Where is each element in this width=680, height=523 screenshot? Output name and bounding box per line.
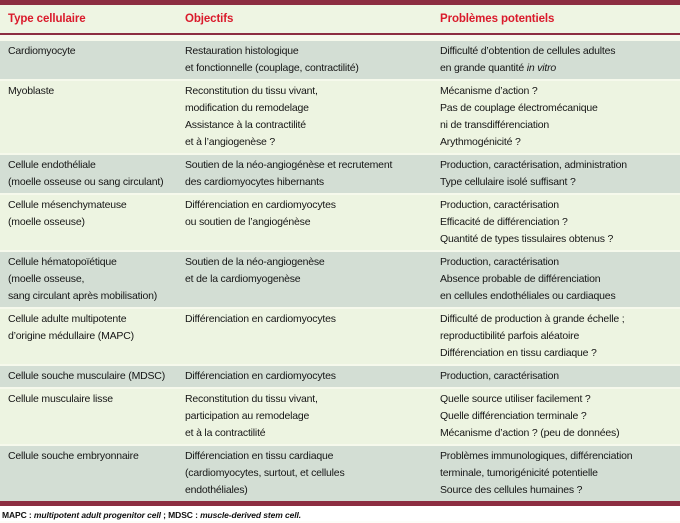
cell-type [0,43,185,77]
cell-line: et de la cardiomyogenèse [185,273,301,285]
cell-line: Quantité de types tissulaires obtenus ? [440,233,614,245]
cell-line: Arythmogénicité ? [440,136,521,148]
cell-line: Pas de couplage électromécanique [440,102,598,114]
cell-line: (moelle osseuse, [8,273,85,285]
cell-line: (cardiomyocytes, surtout, et cellules [185,467,345,479]
cell-type [0,157,185,191]
cell-problems [440,254,680,305]
cell-line: sang circulant après mobilisation) [8,290,158,302]
cell-problems [440,83,680,151]
cell-problems [440,197,680,248]
cell-line: Cardiomyocyte [8,45,76,57]
cell-type [0,448,185,499]
cell-objectives [185,311,440,362]
table-row-cellule-mesenchymateuse [0,195,680,250]
cell-line: Mécanisme d’action ? (peu de données) [440,427,620,439]
table-row-cellule-musculaire-lisse [0,389,680,444]
cell-line: Différenciation en cardiomyocytes [185,370,336,382]
cell-type [0,391,185,442]
cell-line: Efficacité de différenciation ? [440,216,568,228]
cell-line: Différenciation en cardiomyocytes [185,313,336,325]
cell-line: Cellule hématopoïétique [8,256,117,268]
cell-line: des cardiomyocytes hibernants [185,176,324,188]
cell-line: Restauration histologique [185,45,299,57]
cell-line: Production, caractérisation, administration [440,159,627,171]
cell-line: Cellule souche musculaire (MDSC) [8,370,165,382]
footnote-term-mapc: multipotent adult progenitor cell [33,510,161,520]
cell-problems [440,448,680,499]
cell-line: Différenciation en tissu cardiaque ? [440,347,597,359]
footnote-abbr-mapc: MAPC : [2,510,34,520]
cell-line: Quelle source utiliser facilement ? [440,393,591,405]
cell-problems [440,43,680,77]
cell-line: Cellule adulte multipotente [8,313,127,325]
cell-line: modification du remodelage [185,102,309,114]
cell-line: Production, caractérisation [440,256,559,268]
table-header-row [0,5,680,35]
table-row-cellule-endotheliale [0,155,680,193]
table-row-cellule-hematopoietique [0,252,680,307]
table-body [0,35,680,501]
cell-line: Quelle différenciation terminale ? [440,410,587,422]
table-row-cellule-adulte-multipotente [0,309,680,364]
cell-line: Assistance à la contractilité [185,119,306,131]
cell-line: Source des cellules humaines ? [440,484,583,496]
cell-type [0,83,185,151]
cell-objectives [185,83,440,151]
cell-line: Difficulté d’obtention de cellules adultes [440,45,616,57]
cell-problems [440,311,680,362]
cell-line: Mécanisme d’action ? [440,85,538,97]
cell-line: endothéliales) [185,484,248,496]
cell-line: reproductibilité parfois aléatoire [440,330,580,342]
cell-line: ou soutien de l’angiogénèse [185,216,311,228]
cell-objectives [185,254,440,305]
cell-line: Problèmes immunologiques, différenciation [440,450,633,462]
table-row-cellule-souche-musculaire [0,366,680,387]
cell-problems [440,157,680,191]
column-header-problemes-potentiels: Problèmes potentiels [440,13,555,25]
cell-line: et à l’angiogenèse ? [185,136,275,148]
footnote-abbr-mdsc: ; MDSC : [160,510,201,520]
footnote-term-mdsc: muscle-derived stem cell. [200,510,302,520]
column-header-objectifs: Objectifs [185,13,234,25]
cell-line: participation au remodelage [185,410,310,422]
cell-line: Reconstitution du tissu vivant, [185,85,318,97]
cell-line: Production, caractérisation [440,199,559,211]
column-header-type-cellulaire: Type cellulaire [8,13,86,25]
cell-objectives [185,368,440,385]
cell-type [0,311,185,362]
cell-line: Type cellulaire isolé suffisant ? [440,176,576,188]
cell-problems [440,368,680,385]
cell-line: d’origine médullaire (MAPC) [8,330,134,342]
cell-line: en cellules endothéliales ou cardiaques [440,290,616,302]
cell-line: Soutien de la néo-angiogénèse et recrutement [185,159,393,171]
cell-objectives [185,391,440,442]
cell-objectives [185,448,440,499]
cell-line: (moelle osseuse) [8,216,85,228]
cell-line: Cellule mésenchymateuse [8,199,127,211]
cell-line: (moelle osseuse ou sang circulant) [8,176,164,188]
cell-line: Production, caractérisation [440,370,559,382]
cell-line: Difficulté de production à grande échelle ; [440,313,625,325]
cell-line: Cellule endothéliale [8,159,96,171]
table-row-cardiomyocyte [0,41,680,79]
cell-line: Absence probable de différenciation [440,273,601,285]
cell-line: ni de transdifférenciation [440,119,550,131]
cell-line-text: en grande quantité [440,62,527,74]
cell-problems [440,391,680,442]
cell-line: Cellule musculaire lisse [8,393,113,405]
cell-line: et fonctionnelle (couplage, contractilité) [185,62,359,74]
table-row-myoblaste [0,81,680,153]
cell-type [0,368,185,385]
cell-line: Soutien de la néo-angiogenèse [185,256,325,268]
cell-objectives [185,43,440,77]
cell-type [0,197,185,248]
cell-line: Reconstitution du tissu vivant, [185,393,318,405]
table-footnote [0,506,680,521]
cell-objectives [185,197,440,248]
latin-term: in vitro [526,62,557,74]
cell-line: Différenciation en cardiomyocytes [185,199,336,211]
cell-line: et à la contractilité [185,427,266,439]
table-row-cellule-souche-embryonnaire [0,446,680,501]
cell-line: terminale, tumorigénicité potentielle [440,467,598,479]
cell-line: Différenciation en tissu cardiaque [185,450,334,462]
cell-line: Myoblaste [8,85,55,97]
cell-line [440,60,678,77]
cell-line: Cellule souche embryonnaire [8,450,139,462]
cell-type [0,254,185,305]
cell-objectives [185,157,440,191]
